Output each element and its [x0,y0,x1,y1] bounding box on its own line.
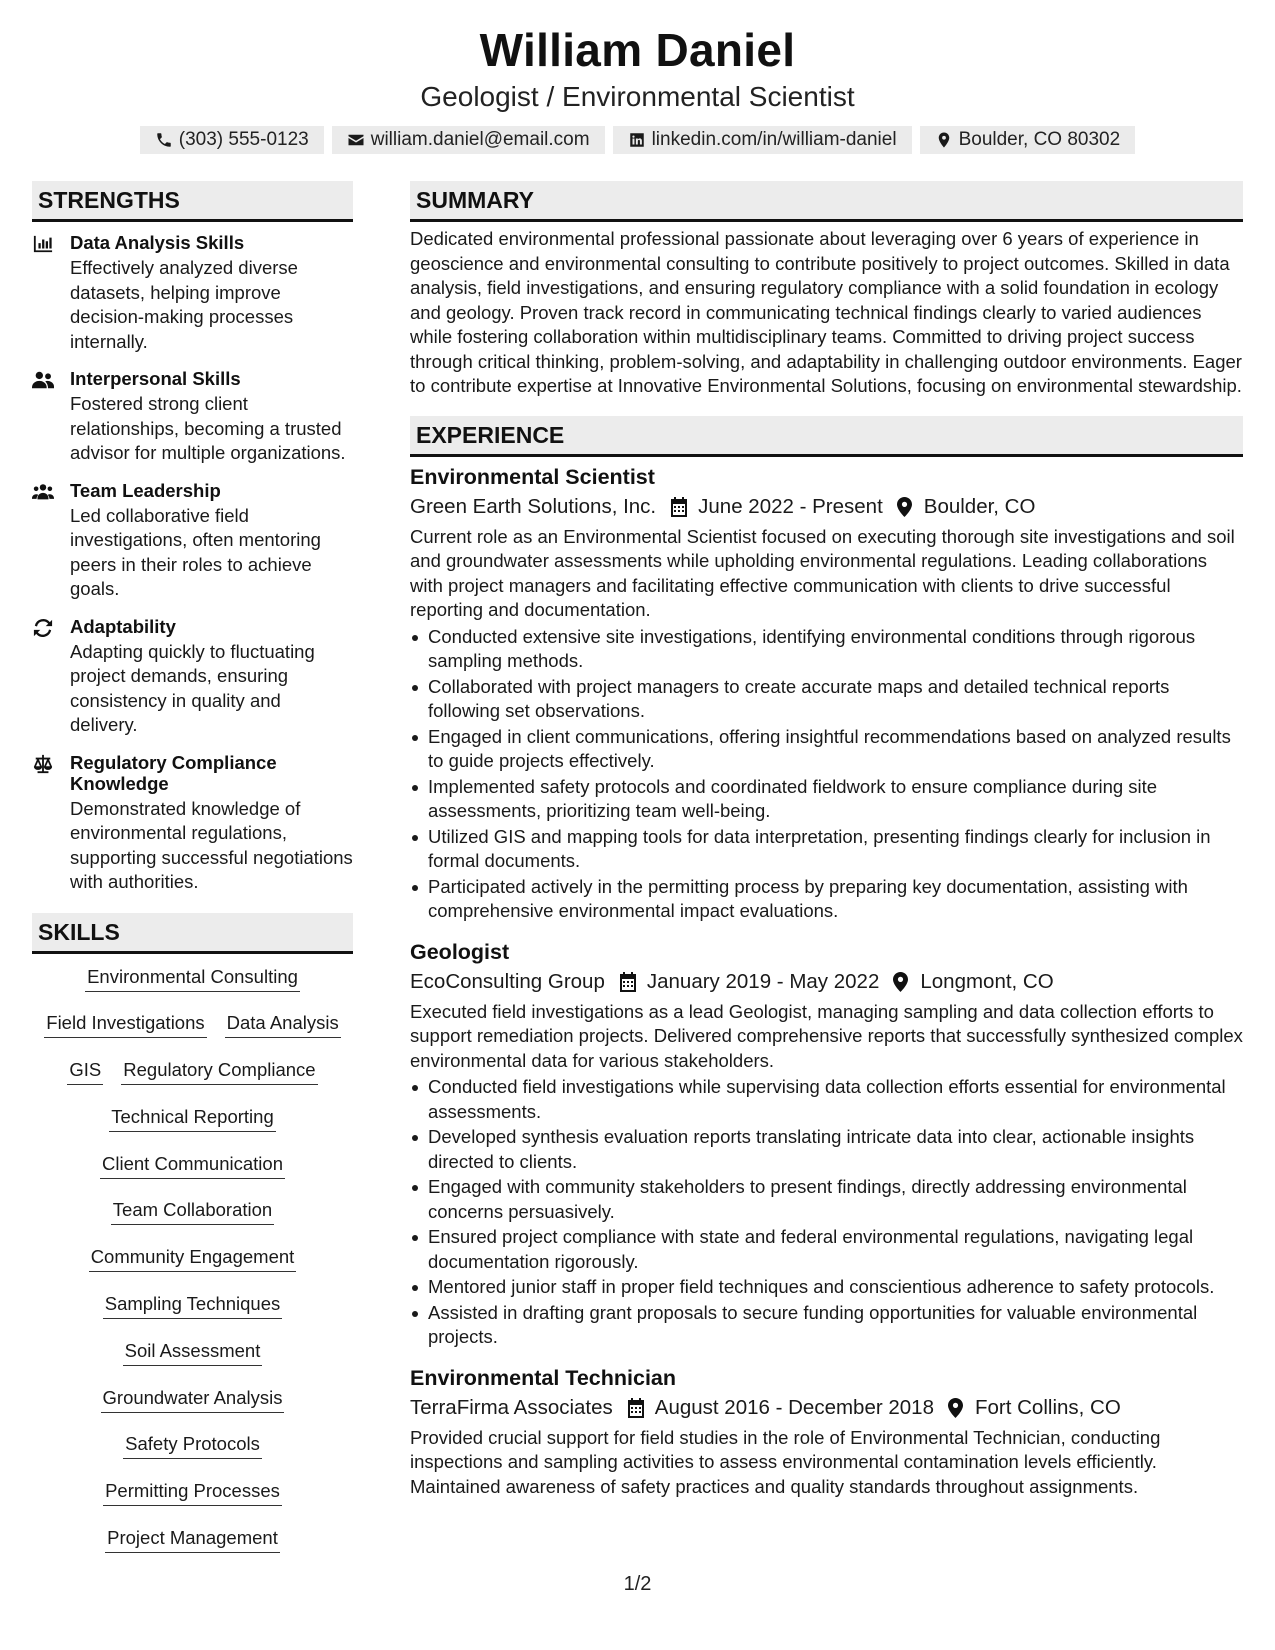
skill-tag: Team Collaboration [111,1193,274,1225]
bullet-item: Implemented safety protocols and coordinated fieldwork to ensure compliance during site assessments, prioritizing team well-being. [410,775,1243,824]
strengths-heading: STRENGTHS [32,181,353,222]
bullet-item: Participated actively in the permitting process by preparing key documentation, assisting with comprehensive environmental impact evaluations. [410,875,1243,924]
bullet-item: Collaborated with project managers to create accurate maps and detailed technical reports following set observations. [410,675,1243,724]
job-meta [410,1393,1243,1423]
resume-header [0,22,1275,154]
skill-tag: Technical Reporting [109,1100,275,1132]
map-pin-icon [935,131,953,149]
summary-heading: SUMMARY [410,181,1243,222]
chart-icon [32,234,54,254]
job-company: EcoConsulting Group [410,969,605,993]
job-description: Provided crucial support for field studies in the role of Environmental Technician, conducting inspections and sampling activities to assess environmental contamination levels efficiently. Maintained awareness of safety practices and quality standards throughout assignments. [410,1426,1161,1497]
strength-title: Data Analysis Skills [70,232,245,253]
bullet-item: Engaged in client communications, offering insightful recommendations based on analyzed results to guide projects effectively. [410,725,1243,774]
strength-desc: Effectively analyzed diverse datasets, helping improve decision-making processes internally. [70,257,298,352]
page-number: 1/2 [623,1573,652,1595]
skill-tag: Client Communication [100,1147,285,1179]
envelope-icon [347,131,365,149]
job-meta [410,492,1243,522]
skill-tag: Environmental Consulting [85,960,300,992]
job-dates: January 2019 - May 2022 [646,969,880,993]
skill-tag: GIS [67,1053,103,1085]
strength-item [32,368,353,466]
job-title: Environmental Scientist [410,464,655,489]
skill-tag: Permitting Processes [103,1474,282,1506]
phone-text: (303) 555-0123 [178,129,309,150]
job-bullets [410,1075,1243,1350]
skill-tag: Data Analysis [225,1006,341,1038]
bullet-item: Mentored junior staff in proper field techniques and conscientious adherence to safety protocols. [410,1275,1243,1300]
bullet-item: Assisted in drafting grant proposals to secure funding opportunities for valuable environmental projects. [410,1301,1243,1350]
bullet-item: Ensured project compliance with state and federal environmental regulations, navigating legal documentation rigorously. [410,1225,1243,1274]
bullet-item: Engaged with community stakeholders to present findings, directly addressing environmental concerns persuasively. [410,1175,1243,1224]
strength-title: Adaptability [70,615,176,637]
contact-email[interactable] [332,126,605,154]
job-company: TerraFirma Associates [410,1395,613,1419]
refresh-icon [32,618,54,638]
location-text: Boulder, CO 80302 [958,129,1121,150]
skill-tag: Project Management [105,1521,280,1553]
job-location: Fort Collins, CO [974,1395,1121,1419]
skill-tag: Soil Assessment [123,1334,263,1366]
job-entry [410,1364,1243,1500]
strengths-list [32,232,353,895]
linkedin-icon [628,131,646,149]
skill-tag: Regulatory Compliance [121,1053,317,1085]
strength-desc: Demonstrated knowledge of environmental regulations, supporting successful negotiations with authorities. [70,797,353,892]
skills-heading: SKILLS [32,913,353,954]
job-location: Longmont, CO [920,969,1054,993]
left-column [32,181,353,1568]
strength-item [32,232,353,354]
job-title: Environmental Technician [410,1365,677,1390]
job-location: Boulder, CO [923,494,1036,518]
strength-item [32,480,353,602]
group-icon [32,482,54,502]
contact-location [920,126,1136,154]
strength-item [32,616,353,738]
map-pin-icon [893,972,908,992]
job-bullets [410,625,1243,924]
skill-tag: Safety Protocols [123,1427,262,1459]
bullet-item: Conducted field investigations while supervising data collection efforts essential for environmental assessments. [410,1075,1243,1124]
job-title: Geologist [410,939,510,964]
candidate-title: Geologist / Environmental Scientist [420,81,855,112]
job-entry [410,938,1243,1350]
job-description: Current role as an Environmental Scientist focused on executing thorough site investigations and soil and groundwater assessments while upholding environmental regulations. Leading collaborations with project managers and facilitating effective communication with clients to drive successful reporting and documentation. [410,525,1235,620]
right-column [410,181,1243,1499]
strength-title: Interpersonal Skills [70,368,241,389]
strength-title: Regulatory Compliance Knowledge [70,751,277,794]
strength-desc: Adapting quickly to fluctuating project demands, ensuring consistency in quality and delivery. [70,640,315,735]
contact-linkedin[interactable] [613,126,912,154]
job-company: Green Earth Solutions, Inc. [410,494,657,518]
bullet-item: Utilized GIS and mapping tools for data interpretation, presenting findings clearly for inclusion in formal documents. [410,825,1243,874]
calendar-icon [670,497,688,517]
skill-tag: Groundwater Analysis [101,1381,285,1413]
job-meta [410,967,1243,997]
candidate-name: William Daniel [479,24,796,76]
calendar-icon [627,1398,645,1418]
skills-list [32,960,353,1568]
linkedin-text: linkedin.com/in/william-daniel [651,129,897,150]
scale-icon [32,754,54,774]
bullet-item: Developed synthesis evaluation reports translating intricate data into clear, actionable insights directed to clients. [410,1125,1243,1174]
job-entry [410,463,1243,924]
job-dates: June 2022 - Present [698,494,883,518]
email-text: william.daniel@email.com [370,129,590,150]
strength-item [32,752,353,895]
skill-tag: Sampling Techniques [103,1287,283,1319]
calendar-icon [619,972,637,992]
job-dates: August 2016 - December 2018 [654,1395,934,1419]
experience-heading: EXPERIENCE [410,416,1243,457]
strength-desc: Fostered strong client relationships, becoming a trusted advisor for multiple organizations. [70,393,346,463]
bullet-item: Conducted extensive site investigations, identifying environmental conditions through rigorous sampling methods. [410,625,1243,674]
strength-desc: Led collaborative field investigations, often mentoring peers in their roles to achieve goals. [70,504,321,599]
contact-phone [140,126,324,154]
contact-bar [0,126,1275,154]
summary-text: Dedicated environmental professional passionate about leveraging over 6 years of experience in geoscience and environmental consulting to contribute positively to project outcomes. Skilled in data analysis, field investigations, and ensuring regulatory compliance with a solid foundation in ecology and geology. Proven track record in communicating technical findings clearly to varied audiences while fostering collaboration within multidisciplinary teams. Committed to driving project success through critical thinking, problem-solving, and adaptability in challenging outdoor environments. Eager to contribute expertise at Innovative Environmental Solutions, focusing on environmental stewardship. [410,228,1242,396]
users-icon [32,370,54,390]
phone-icon [155,131,173,149]
strength-title: Team Leadership [70,479,221,501]
job-description: Executed field investigations as a lead Geologist, managing sampling and data collection efforts to support remediation projects. Delivered comprehensive reports that successfully synthesized complex environmental data for various stakeholders. [410,1000,1243,1071]
map-pin-icon [948,1398,963,1418]
skill-tag: Community Engagement [89,1240,297,1272]
map-pin-icon [897,497,912,517]
skill-tag: Field Investigations [44,1006,206,1038]
